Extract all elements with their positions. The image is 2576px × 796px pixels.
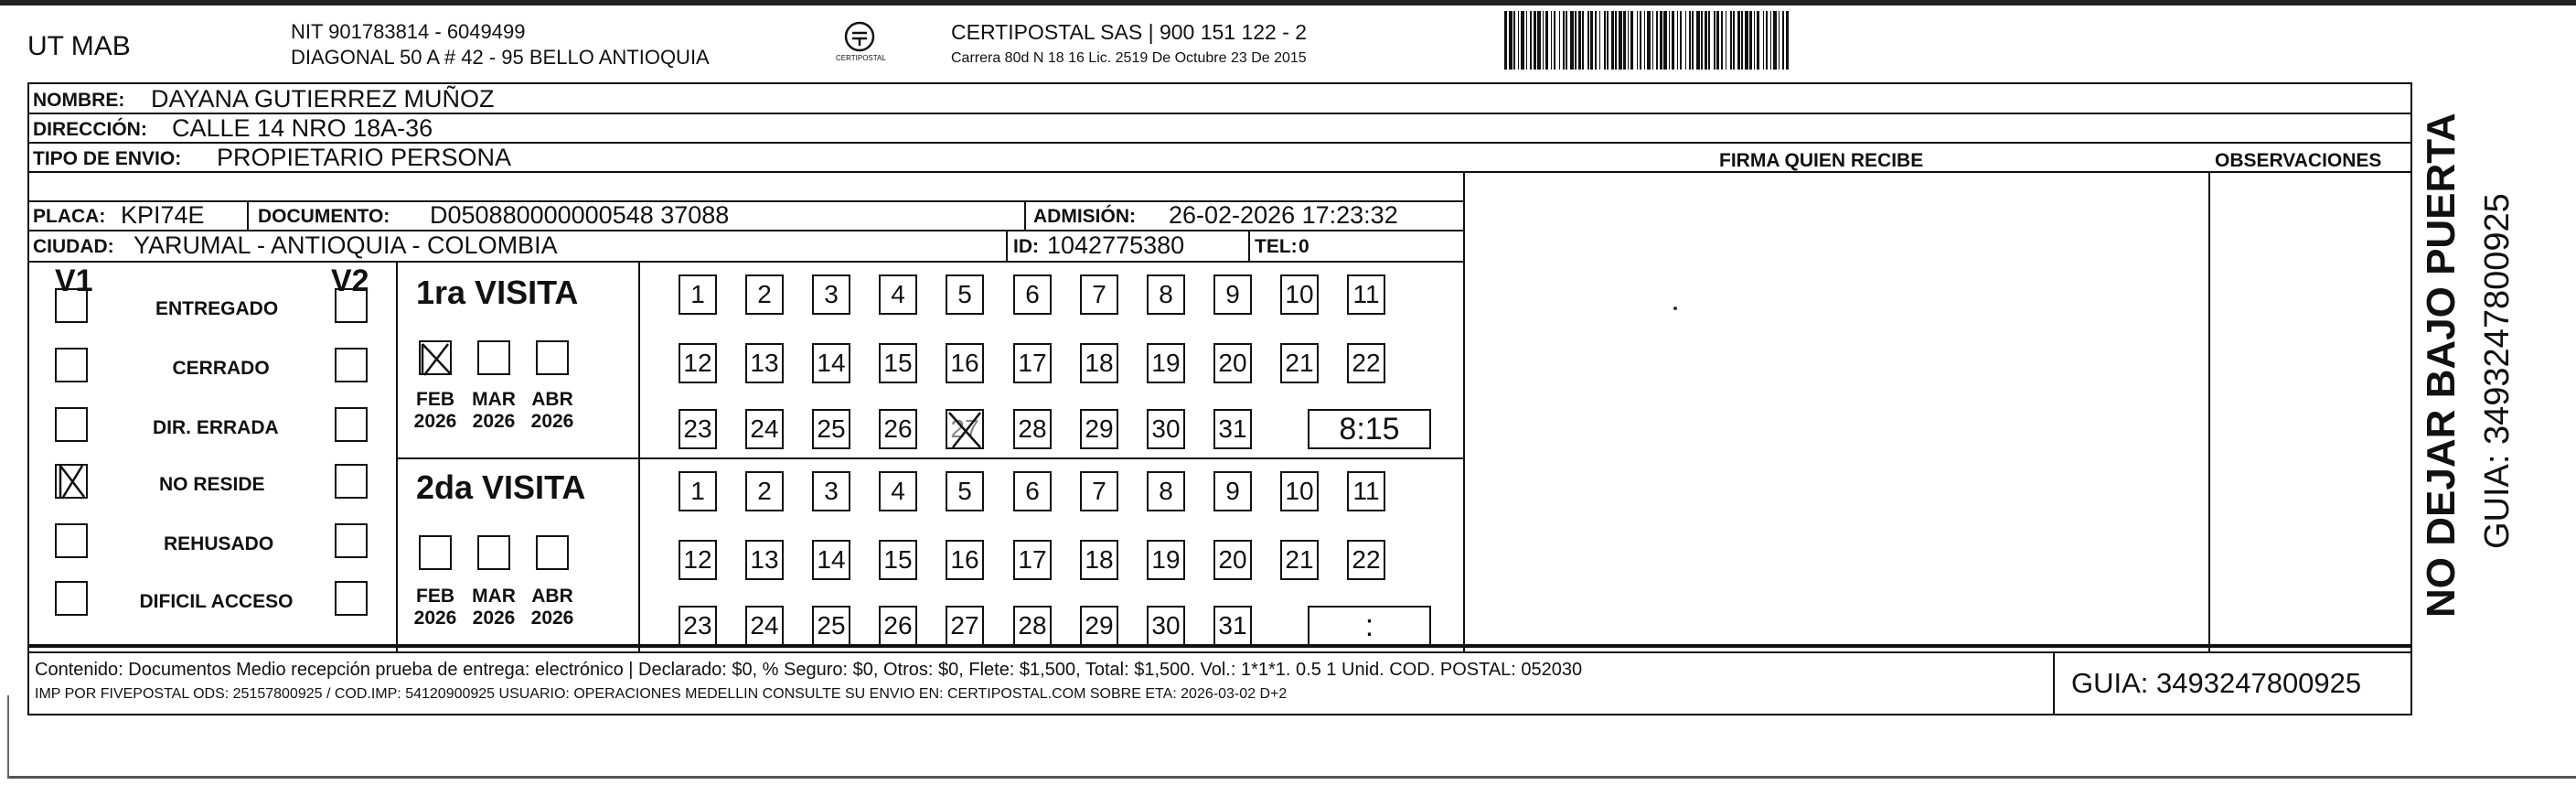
month-year: 2026 bbox=[413, 411, 457, 433]
first-visit-time-box[interactable]: 8:15 bbox=[1308, 409, 1431, 449]
company-name: UT MAB bbox=[27, 31, 131, 61]
month-year: 2026 bbox=[413, 608, 457, 629]
observaciones-label: OBSERVACIONES bbox=[2215, 150, 2382, 171]
month-name: FEB bbox=[416, 586, 454, 607]
admision-label: ADMISIÓN: bbox=[1033, 206, 1136, 227]
first-visit-day-box[interactable]: 5 bbox=[946, 274, 984, 315]
first-visit-day-box[interactable]: 30 bbox=[1147, 409, 1185, 449]
second-visit-day-box[interactable]: 2 bbox=[745, 471, 784, 511]
v1-label: V1 bbox=[55, 264, 93, 298]
second-visit-day-box[interactable]: 26 bbox=[879, 606, 917, 646]
nombre-label: NOMBRE: bbox=[33, 90, 125, 111]
v1-checkbox[interactable] bbox=[55, 581, 88, 616]
second-visit-month-label bbox=[525, 586, 580, 629]
first-visit-month-checkbox[interactable] bbox=[419, 340, 452, 375]
second-visit-day-box[interactable]: 17 bbox=[1013, 540, 1052, 580]
month-name: ABR bbox=[531, 389, 573, 410]
footer-line-2: IMP POR FIVEPOSTAL ODS: 25157800925 / COD.IMP: 54120900925 USUARIO: OPERACIONES MEDELLIN CONSULTE SU ENVIO EN: CERTIPOSTAL.COM SOBRE ETA: 2026-03-02 D+2 bbox=[35, 686, 1288, 702]
second-visit-day-box[interactable]: 10 bbox=[1280, 471, 1319, 511]
footer-col-line bbox=[2053, 651, 2055, 715]
id-label: ID: bbox=[1013, 236, 1039, 257]
second-visit-day-box[interactable]: 11 bbox=[1347, 471, 1385, 511]
v2-checkbox[interactable] bbox=[335, 464, 368, 499]
first-visit-day-box[interactable]: 29 bbox=[1080, 409, 1118, 449]
month-name: ABR bbox=[531, 586, 573, 607]
firma-label: FIRMA QUIEN RECIBE bbox=[1719, 150, 1924, 171]
second-visit-day-box[interactable]: 7 bbox=[1080, 471, 1118, 511]
second-visit-day-box[interactable]: 12 bbox=[679, 540, 717, 580]
first-visit-day-box[interactable]: 27 bbox=[946, 409, 984, 449]
id-value: 1042775380 bbox=[1047, 231, 1185, 259]
second-visit-day-box[interactable]: 30 bbox=[1147, 606, 1185, 646]
row-line bbox=[27, 261, 1463, 263]
certipostal-logo bbox=[832, 20, 887, 68]
second-visit-day-box[interactable]: 8 bbox=[1147, 471, 1185, 511]
second-visit-day-box[interactable]: 20 bbox=[1213, 540, 1252, 580]
placa-value: KPI74E bbox=[121, 201, 205, 229]
second-visit-day-box[interactable]: 1 bbox=[679, 471, 717, 511]
v2-checkbox[interactable] bbox=[335, 581, 368, 616]
logo-text: CERTIPOSTAL bbox=[836, 54, 886, 62]
documento-value: D050880000000548 37088 bbox=[430, 201, 730, 229]
company-nit: NIT 901783814 - 6049499 bbox=[291, 20, 526, 43]
first-visit-day-box[interactable]: 17 bbox=[1013, 343, 1052, 383]
first-visit-day-box[interactable]: 13 bbox=[745, 343, 784, 383]
v2-checkbox[interactable] bbox=[335, 523, 368, 558]
month-name: FEB bbox=[416, 389, 454, 410]
first-visit-day-box[interactable]: 31 bbox=[1213, 409, 1252, 449]
second-visit-day-box[interactable]: 9 bbox=[1213, 471, 1252, 511]
side-guia: GUIA: 3493247800925 bbox=[2478, 193, 2517, 549]
scan-speck bbox=[1673, 307, 1677, 310]
first-visit-day-box[interactable]: 23 bbox=[679, 409, 717, 449]
second-visit-day-box[interactable]: 4 bbox=[879, 471, 917, 511]
status-option-label: CERRADO bbox=[172, 358, 270, 379]
col-line bbox=[1248, 230, 1250, 261]
barcode bbox=[1504, 11, 2236, 70]
status-option-label: DIR. ERRADA bbox=[153, 417, 279, 438]
second-visit-day-box[interactable]: 28 bbox=[1013, 606, 1052, 646]
v2-checkbox[interactable] bbox=[335, 407, 368, 442]
first-visit-day-box[interactable]: 15 bbox=[879, 343, 917, 383]
status-option-label: NO RESIDE bbox=[159, 474, 265, 495]
second-visit-day-box[interactable]: 29 bbox=[1080, 606, 1118, 646]
status-option-label: ENTREGADO bbox=[155, 298, 279, 319]
first-visit-day-box[interactable]: 16 bbox=[946, 343, 984, 383]
v2-checkbox[interactable] bbox=[335, 348, 368, 382]
month-name: MAR bbox=[472, 389, 516, 410]
scan-bottom-line bbox=[7, 776, 2576, 779]
no-dejar-bajo-puerta: NO DEJAR BAJO PUERTA bbox=[2419, 113, 2464, 618]
second-visit-day-box[interactable]: 5 bbox=[946, 471, 984, 511]
first-visit-day-box[interactable]: 26 bbox=[879, 409, 917, 449]
ciudad-value: YARUMAL - ANTIOQUIA - COLOMBIA bbox=[134, 231, 558, 259]
carrier-name: CERTIPOSTAL SAS | 900 151 122 - 2 bbox=[951, 20, 1308, 44]
col-line bbox=[638, 261, 640, 651]
tel-label: TEL: bbox=[1255, 236, 1298, 257]
tipo-envio-value: PROPIETARIO PERSONA bbox=[217, 144, 512, 171]
second-visit-title: 2da VISITA bbox=[416, 468, 586, 506]
second-visit-day-box[interactable]: 23 bbox=[679, 606, 717, 646]
v1-checkbox[interactable] bbox=[55, 348, 88, 382]
status-option-label: DIFICIL ACCESO bbox=[139, 591, 294, 612]
second-visit-day-box[interactable]: 22 bbox=[1347, 540, 1385, 580]
first-visit-day-box[interactable]: 3 bbox=[812, 274, 850, 315]
status-option-label: REHUSADO bbox=[164, 533, 274, 554]
second-visit-day-box[interactable]: 13 bbox=[745, 540, 784, 580]
col-line bbox=[1006, 230, 1008, 261]
company-address: DIAGONAL 50 A # 42 - 95 BELLO ANTIOQUIA bbox=[291, 46, 710, 69]
v1-checkbox[interactable] bbox=[55, 523, 88, 558]
month-year: 2026 bbox=[530, 411, 574, 433]
first-visit-day-box[interactable]: 2 bbox=[745, 274, 784, 315]
first-visit-day-box[interactable]: 20 bbox=[1213, 343, 1252, 383]
second-visit-day-box[interactable]: 15 bbox=[879, 540, 917, 580]
ciudad-label: CIUDAD: bbox=[33, 236, 114, 257]
first-visit-day-box[interactable]: 22 bbox=[1347, 343, 1385, 383]
first-visit-day-box[interactable]: 8 bbox=[1147, 274, 1185, 315]
scan-left-line bbox=[7, 695, 9, 778]
first-visit-title: 1ra VISITA bbox=[416, 274, 579, 311]
footer-line-1: Contenido: Documentos Medio recepción prueba de entrega: electrónico | Declarado: $0, % Seguro: $0, Otros: $0, Flete: $1,500, Total: $1,500. Vol.: 1*1*1. 0.5 1 Unid. COD. POSTAL: 052030 bbox=[35, 660, 1583, 680]
col-line bbox=[396, 261, 398, 651]
first-visit-day-box[interactable]: 1 bbox=[679, 274, 717, 315]
v1-checkbox[interactable] bbox=[55, 464, 88, 499]
second-visit-day-box[interactable]: 19 bbox=[1147, 540, 1185, 580]
second-visit-day-box[interactable]: 18 bbox=[1080, 540, 1118, 580]
first-visit-day-box[interactable]: 25 bbox=[812, 409, 850, 449]
first-visit-day-box[interactable]: 6 bbox=[1013, 274, 1052, 315]
second-visit-day-box[interactable]: 14 bbox=[812, 540, 850, 580]
row-line bbox=[27, 171, 2412, 173]
first-visit-day-box[interactable]: 9 bbox=[1213, 274, 1252, 315]
first-visit-day-box[interactable]: 21 bbox=[1280, 343, 1319, 383]
tel-value: 0 bbox=[1299, 236, 1309, 257]
admision-value: 26-02-2026 17:23:32 bbox=[1169, 201, 1398, 229]
second-visit-month-checkbox[interactable] bbox=[419, 535, 452, 570]
v1-checkbox[interactable] bbox=[55, 288, 88, 323]
first-visit-day-box[interactable]: 18 bbox=[1080, 343, 1118, 383]
documento-label: DOCUMENTO: bbox=[258, 206, 390, 227]
first-visit-month-label bbox=[466, 389, 521, 433]
v2-checkbox[interactable] bbox=[335, 288, 368, 323]
first-visit-day-box[interactable]: 12 bbox=[679, 343, 717, 383]
visit-divider bbox=[396, 457, 1463, 459]
v2-label: V2 bbox=[331, 264, 369, 298]
first-visit-month-checkbox[interactable] bbox=[536, 340, 569, 375]
first-visit-day-box[interactable]: 11 bbox=[1347, 274, 1385, 315]
direccion-value: CALLE 14 NRO 18A-36 bbox=[172, 114, 433, 142]
col-line bbox=[247, 200, 249, 230]
second-visit-day-box[interactable]: 31 bbox=[1213, 606, 1252, 646]
first-visit-day-box[interactable]: 10 bbox=[1280, 274, 1319, 315]
nombre-value: DAYANA GUTIERREZ MUÑOZ bbox=[151, 85, 495, 113]
second-visit-month-label bbox=[408, 586, 463, 629]
first-visit-day-box[interactable]: 4 bbox=[879, 274, 917, 315]
second-visit-day-box[interactable]: 3 bbox=[812, 471, 850, 511]
second-visit-day-box[interactable]: 21 bbox=[1280, 540, 1319, 580]
month-year: 2026 bbox=[530, 608, 574, 629]
first-visit-day-box[interactable]: 7 bbox=[1080, 274, 1118, 315]
first-visit-day-box[interactable]: 14 bbox=[812, 343, 850, 383]
direccion-label: DIRECCIÓN: bbox=[33, 119, 147, 140]
carrier-license: Carrera 80d N 18 16 Lic. 2519 De Octubre 23 De 2015 bbox=[951, 50, 1307, 66]
col-line bbox=[1463, 171, 1465, 651]
month-name: MAR bbox=[472, 586, 516, 607]
second-visit-day-box[interactable]: 16 bbox=[946, 540, 984, 580]
first-visit-month-checkbox[interactable] bbox=[477, 340, 510, 375]
second-visit-time-box[interactable]: : bbox=[1308, 606, 1431, 646]
first-visit-day-box[interactable]: 28 bbox=[1013, 409, 1052, 449]
col-line bbox=[2208, 171, 2210, 651]
second-visit-day-box[interactable]: 25 bbox=[812, 606, 850, 646]
scan-top-edge bbox=[0, 0, 2576, 5]
footer-guia: GUIA: 3493247800925 bbox=[2071, 667, 2362, 699]
first-visit-day-box[interactable]: 19 bbox=[1147, 343, 1185, 383]
first-visit-month-label bbox=[408, 389, 463, 433]
second-visit-day-box[interactable]: 6 bbox=[1013, 471, 1052, 511]
second-visit-month-checkbox[interactable] bbox=[477, 535, 510, 570]
second-visit-day-box[interactable]: 27 bbox=[946, 606, 984, 646]
second-visit-day-box[interactable]: 24 bbox=[745, 606, 784, 646]
placa-label: PLACA: bbox=[33, 206, 106, 227]
second-visit-month-label bbox=[466, 586, 521, 629]
col-line bbox=[1024, 200, 1026, 230]
tipo-envio-label: TIPO DE ENVIO: bbox=[33, 148, 182, 169]
v1-checkbox[interactable] bbox=[55, 407, 88, 442]
first-visit-day-box[interactable]: 24 bbox=[745, 409, 784, 449]
first-visit-month-label bbox=[525, 389, 580, 433]
month-year: 2026 bbox=[472, 608, 516, 629]
second-visit-month-checkbox[interactable] bbox=[536, 535, 569, 570]
month-year: 2026 bbox=[472, 411, 516, 433]
